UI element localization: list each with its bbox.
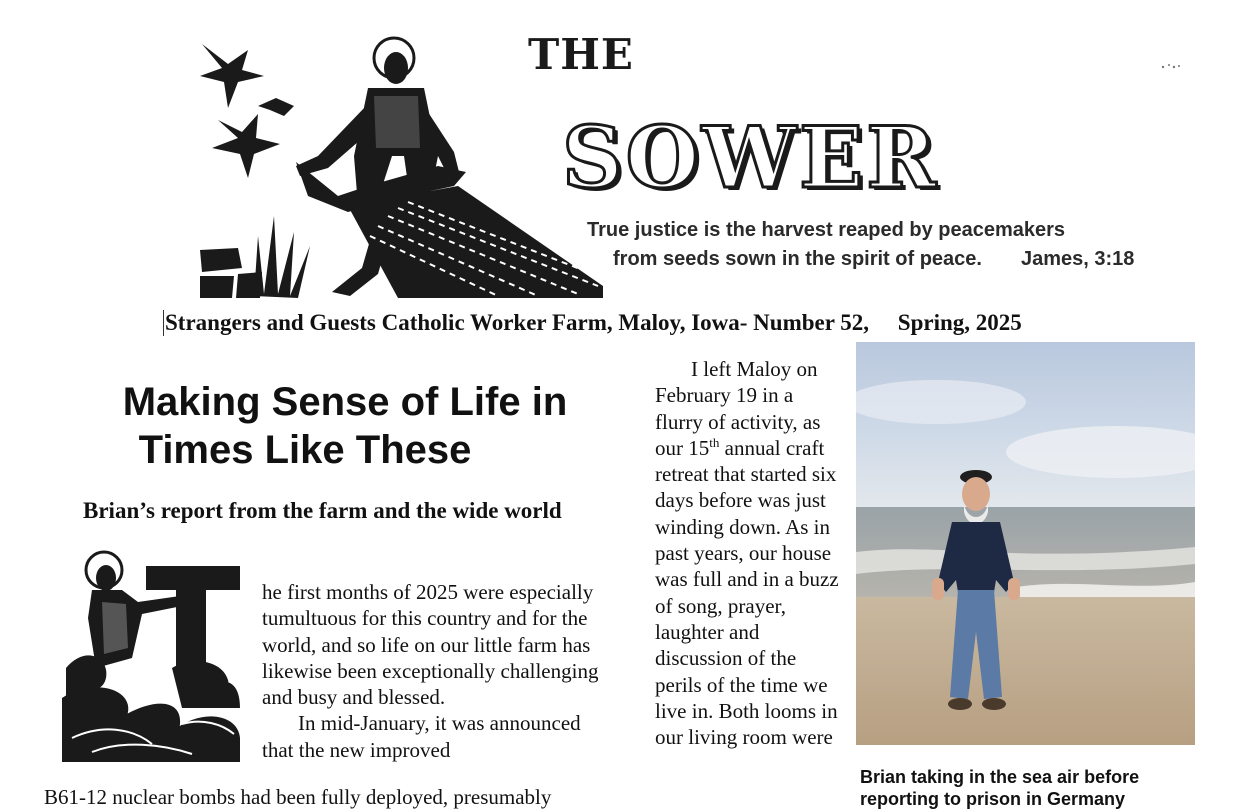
speck-marks-icon [1160, 62, 1182, 70]
masthead-tagline-line1: True justice is the harvest reaped by peacemakers [587, 219, 1066, 241]
issue-line: Strangers and Guests Catholic Worker Farm, Maloy, Iowa- Number 52, Spring, 2025 [165, 310, 1022, 335]
article-headline [80, 378, 610, 474]
article-column-1 [262, 579, 612, 763]
masthead-title-the: THE [528, 30, 634, 79]
masthead-tagline-citation: James, 3:18 [1021, 248, 1135, 270]
article-subhead: Brian’s report from the farm and the wide world [83, 498, 562, 523]
dropcap-letter-t-icon [62, 548, 242, 762]
photo-caption: Brian taking in the sea air before reporting to prison in Germany [860, 767, 1140, 809]
article-paragraph-3: I left Maloy on February 19 in a flurry of activity, as our 15th annual craft retreat that started six days before was just winding down. As in past years, our house was full and in a buzz of song, prayer, laughter and discussion of the perils of the time we live in. Both looms in our living room were [655, 357, 839, 750]
article-column-2 [655, 356, 845, 750]
masthead-title-sower: SOWER [562, 108, 940, 207]
man-on-beach-photo-icon [856, 342, 1195, 745]
article-paragraph-1: he first months of 2025 were especially tumultuous for this country and for the world, and so life on our little farm has likewise been exceptionally challenging and busy and blessed. [262, 580, 599, 710]
headline-line1: Making Sense of Life in [122, 380, 568, 424]
headline-line2: Times Like These [138, 428, 472, 472]
article-cutoff-line: B61-12 nuclear bombs had been fully deployed, presumably [44, 785, 552, 809]
masthead-tagline-line2: from seeds sown in the spirit of peace. [613, 248, 982, 270]
article-paragraph-2: In mid-January, it was announced that the new improved [262, 711, 581, 762]
